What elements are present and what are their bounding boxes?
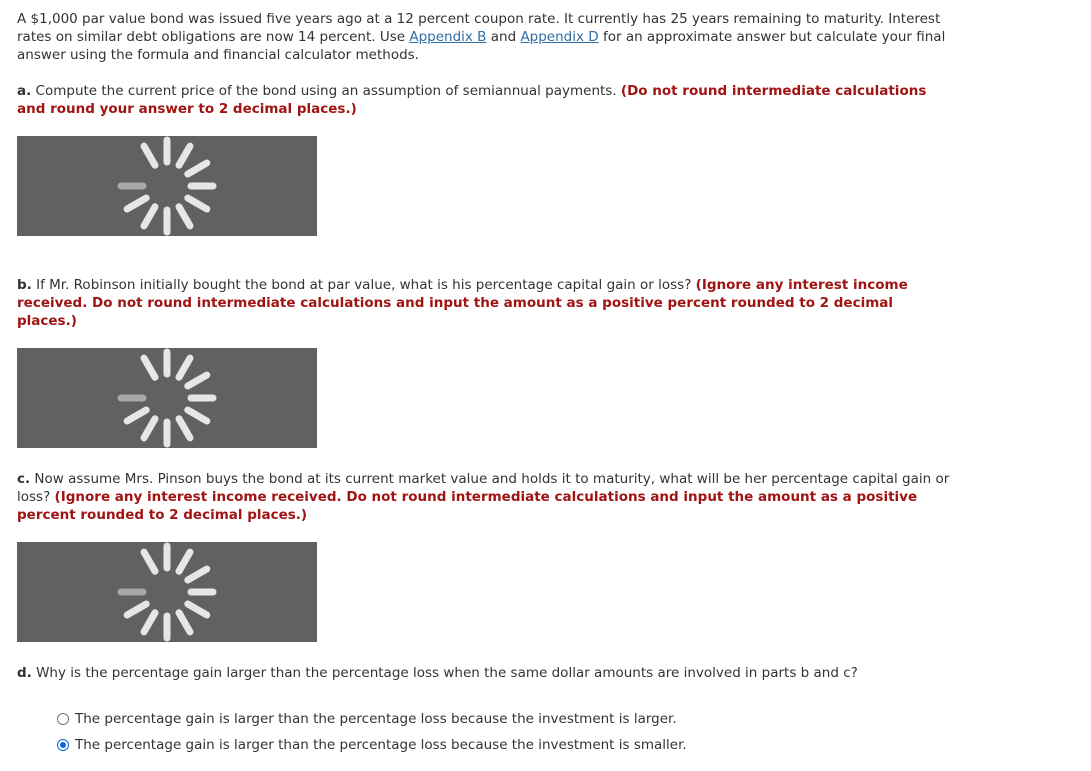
spinner-ray bbox=[127, 410, 146, 421]
intro-text-1: A $1,000 par value bond was issued five years ago at a 12 percent coupon rate. It currently has 25 years remaining to maturity. Interest rates on similar debt obligations are now 14 percent. Use bbox=[17, 11, 941, 45]
question-b bbox=[17, 276, 957, 330]
spinner-ray bbox=[127, 198, 146, 209]
spinner-ray bbox=[144, 552, 155, 571]
question-a-instruction: (Do not round intermediate calculations and round your answer to 2 decimal places.) bbox=[17, 83, 927, 117]
spinner-ray bbox=[179, 613, 190, 632]
loading-spinner-icon bbox=[17, 348, 317, 448]
spinner-ray bbox=[179, 358, 190, 377]
spinner-ray bbox=[188, 604, 207, 615]
question-d bbox=[17, 664, 957, 682]
question-c-text: Now assume Mrs. Pinson buys the bond at its current market value and holds it to maturity, what will be her percentage capital gain or loss? bbox=[17, 471, 950, 505]
answer-options bbox=[57, 706, 957, 758]
spinner-ray bbox=[179, 207, 190, 226]
appendix-b-link[interactable]: Appendix B bbox=[409, 29, 487, 45]
question-a bbox=[17, 82, 957, 118]
spinner-ray bbox=[144, 419, 155, 438]
question-d-text: Why is the percentage gain larger than the percentage loss when the same dollar amounts are involved in parts b and c? bbox=[31, 665, 858, 681]
appendix-d-link[interactable]: Appendix D bbox=[520, 29, 599, 45]
option-label-2[interactable]: The percentage gain is larger than the percentage loss because the investment is smaller. bbox=[75, 737, 687, 753]
spinner-ray bbox=[188, 198, 207, 209]
option-investment-smaller[interactable] bbox=[57, 732, 957, 758]
intro-text-3: for an approximate answer but calculate your final answer using the formula and financial calculator methods. bbox=[17, 29, 946, 63]
question-c bbox=[17, 470, 957, 524]
radio-option-2[interactable] bbox=[57, 739, 69, 751]
question-b-text: If Mr. Robinson initially bought the bond at par value, what is his percentage capital gain or loss? bbox=[31, 277, 696, 293]
question-c-label: c. bbox=[17, 471, 31, 487]
answer-loader-a bbox=[17, 136, 317, 236]
option-investment-larger[interactable] bbox=[57, 706, 957, 732]
spinner-ray bbox=[179, 419, 190, 438]
loading-spinner-icon bbox=[17, 136, 317, 236]
spinner-ray bbox=[144, 207, 155, 226]
question-a-label: a. bbox=[17, 83, 32, 99]
spinner-ray bbox=[188, 410, 207, 421]
spinner-ray bbox=[179, 552, 190, 571]
radio-option-1[interactable] bbox=[57, 713, 69, 725]
problem-intro bbox=[17, 10, 957, 64]
spinner-ray bbox=[127, 604, 146, 615]
loading-spinner-icon bbox=[17, 542, 317, 642]
question-content bbox=[17, 10, 957, 758]
spinner-ray bbox=[144, 146, 155, 165]
spinner-ray bbox=[179, 146, 190, 165]
spinner-ray bbox=[144, 613, 155, 632]
question-b-label: b. bbox=[17, 277, 32, 293]
spinner-ray bbox=[144, 358, 155, 377]
intro-text-2: and bbox=[486, 29, 521, 45]
spinner-ray bbox=[188, 375, 207, 386]
answer-loader-c bbox=[17, 542, 317, 642]
question-b-instruction: (Ignore any interest income received. Do not round intermediate calculations and input the amount as a positive percent rounded to 2 decimal places.) bbox=[17, 277, 908, 329]
option-label-1[interactable]: The percentage gain is larger than the percentage loss because the investment is larger. bbox=[75, 711, 677, 727]
question-d-label: d. bbox=[17, 665, 32, 681]
answer-loader-b bbox=[17, 348, 317, 448]
spinner-ray bbox=[188, 569, 207, 580]
question-c-instruction: (Ignore any interest income received. Do not round intermediate calculations and input the amount as a positive percent rounded to 2 decimal places.) bbox=[17, 489, 918, 523]
question-a-text: Compute the current price of the bond using an assumption of semiannual payments. bbox=[31, 83, 621, 99]
spinner-ray bbox=[188, 163, 207, 174]
